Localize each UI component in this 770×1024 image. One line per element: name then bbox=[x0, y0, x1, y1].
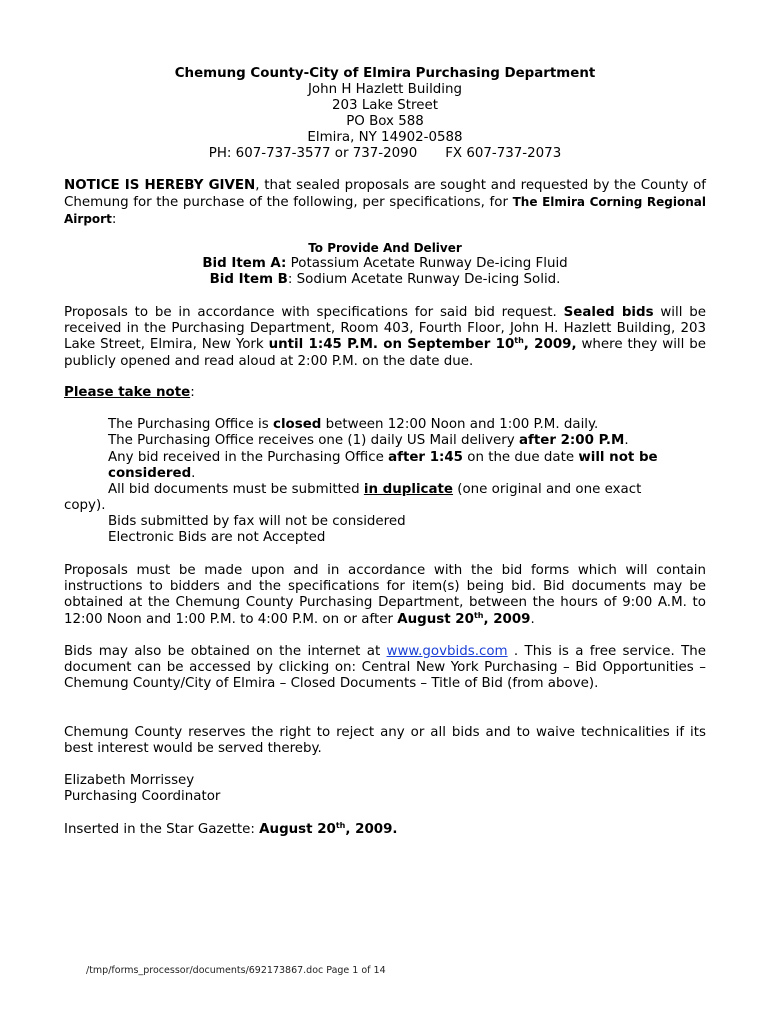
bid-item-b-label: Bid Item B bbox=[209, 272, 288, 288]
notice-lead: NOTICE IS HEREBY GIVEN bbox=[64, 178, 256, 193]
note-3a: Any bid received in the Purchasing Office bbox=[108, 450, 389, 465]
note-3d: will not be considered bbox=[108, 450, 658, 482]
internet-text-2: . This is a free service. The document can be accessed by clicking on: Central New York Purchasing – Bid Opportunities – Chemung County/City of Elmira – Closed Documents – Title of Bid (from above). bbox=[64, 644, 706, 692]
org-name: Chemung County-City of Elmira Purchasing Department bbox=[174, 66, 596, 81]
street-address: 203 Lake Street bbox=[332, 98, 438, 113]
note-item-duplicate-wrap: copy). bbox=[64, 498, 106, 513]
reserve-paragraph: Chemung County reserves the right to reject any or all bids and to waive technicalities if its best interest would be served thereby. bbox=[64, 725, 706, 757]
items-heading: To Provide And Deliver bbox=[308, 241, 462, 255]
note-heading bbox=[64, 385, 706, 401]
note-3b: after 1:45 bbox=[388, 450, 463, 465]
note-1b: closed bbox=[273, 417, 322, 432]
note-3e: . bbox=[191, 466, 196, 482]
forms-date-suffix: th bbox=[473, 610, 484, 620]
proposals-text-3: where they will be publicly opened and read aloud at 2:00 P.M. on the date due. bbox=[64, 337, 706, 369]
deadline-suffix: th bbox=[514, 336, 524, 346]
phone-number: PH: 607-737-3577 or 737-2090 bbox=[208, 146, 418, 161]
note-1a: The Purchasing Office is bbox=[108, 417, 273, 432]
forms-end: . bbox=[530, 611, 535, 627]
govbids-link[interactable]: www.govbids.com bbox=[386, 644, 508, 659]
note-item-late bbox=[108, 450, 690, 482]
note-4a: All bid documents must be submitted bbox=[108, 482, 364, 497]
note-item-duplicate bbox=[108, 482, 708, 498]
bid-item-a-label: Bid Item A: bbox=[202, 256, 287, 272]
inserted-year: , 2009. bbox=[345, 822, 398, 837]
note-heading-colon: : bbox=[190, 385, 195, 400]
inserted-date-suffix: th bbox=[335, 821, 346, 830]
note-2a: The Purchasing Office receives one (1) daily US Mail delivery bbox=[108, 433, 519, 448]
signer-title: Purchasing Coordinator bbox=[64, 789, 221, 805]
internet-text-1: Bids may also be obtained on the internet at bbox=[64, 644, 387, 659]
bid-items bbox=[64, 240, 706, 289]
po-box: PO Box 588 bbox=[346, 114, 424, 129]
building-name: John H Hazlett Building bbox=[307, 82, 463, 97]
deadline-year: , 2009, bbox=[523, 337, 577, 353]
note-4b: in duplicate bbox=[363, 482, 453, 497]
notice-text: , that sealed proposals are sought and requested by the County of Chemung for the purchase of the following, per specifications, for bbox=[64, 178, 706, 211]
city-state-zip: Elmira, NY 14902-0588 bbox=[307, 130, 463, 145]
bid-item-b bbox=[64, 272, 706, 288]
internet-paragraph bbox=[64, 644, 706, 693]
forms-year: , 2009 bbox=[483, 611, 531, 627]
fax-number: FX 607-737-2073 bbox=[445, 146, 562, 161]
note-item-electronic: Electronic Bids are not Accepted bbox=[108, 530, 326, 545]
note-4c: (one original and one exact bbox=[453, 482, 642, 497]
bid-item-b-text: : Sodium Acetate Runway De-icing Solid. bbox=[287, 272, 561, 288]
deadline: until 1:45 P.M. on September 10 bbox=[268, 337, 515, 353]
airport-name: The Elmira Corning Regional Airport bbox=[64, 195, 706, 227]
proposals-paragraph bbox=[64, 305, 706, 370]
inserted-date: August 20 bbox=[259, 822, 336, 837]
page-footer: /tmp/forms_processor/documents/692173867.doc Page 1 of 14 bbox=[86, 965, 386, 976]
signer-name: Elizabeth Morrissey bbox=[64, 773, 195, 788]
inserted-text: Inserted in the Star Gazette: bbox=[64, 822, 260, 837]
note-2c: . bbox=[624, 433, 629, 448]
notice-paragraph bbox=[64, 178, 706, 229]
bid-item-a-text: Potassium Acetate Runway De-icing Fluid bbox=[286, 256, 568, 272]
bid-item-a bbox=[64, 256, 706, 272]
forms-text: Proposals must be made upon and in accordance with the bid forms which will contain instructions to bidders and the specifications for item(s) being bid. Bid documents may be obtained at the Chemung County Purchasing Department, between the hours of 9:00 A.M. to 12:00 Noon and 1:00 P.M. to 4:00 P.M. on or after bbox=[64, 563, 706, 627]
note-1c: between 12:00 Noon and 1:00 P.M. daily. bbox=[321, 417, 599, 432]
forms-date: August 20 bbox=[397, 611, 474, 627]
proposals-text-1: Proposals to be in accordance with specifications for said bid request. bbox=[64, 305, 564, 320]
note-3c: on the due date bbox=[463, 450, 579, 465]
proposals-text-2: will be received in the Purchasing Department, Room 403, Fourth Floor, John H. Hazlett Building, 203 Lake Street, Elmira, New York bbox=[64, 305, 706, 353]
letterhead bbox=[64, 66, 706, 162]
note-2b: after 2:00 P.M bbox=[518, 433, 625, 448]
inserted-line bbox=[64, 822, 706, 838]
note-item-mail bbox=[108, 433, 708, 449]
bid-forms-paragraph bbox=[64, 563, 706, 628]
contact-line bbox=[64, 146, 706, 162]
note-heading-text: Please take note bbox=[64, 385, 191, 400]
note-item-closed bbox=[108, 417, 708, 433]
sealed-bids: Sealed bids bbox=[563, 305, 654, 320]
notice-colon: : bbox=[111, 212, 117, 228]
signature-block bbox=[64, 773, 706, 805]
note-item-fax: Bids submitted by fax will not be considered bbox=[108, 514, 406, 529]
